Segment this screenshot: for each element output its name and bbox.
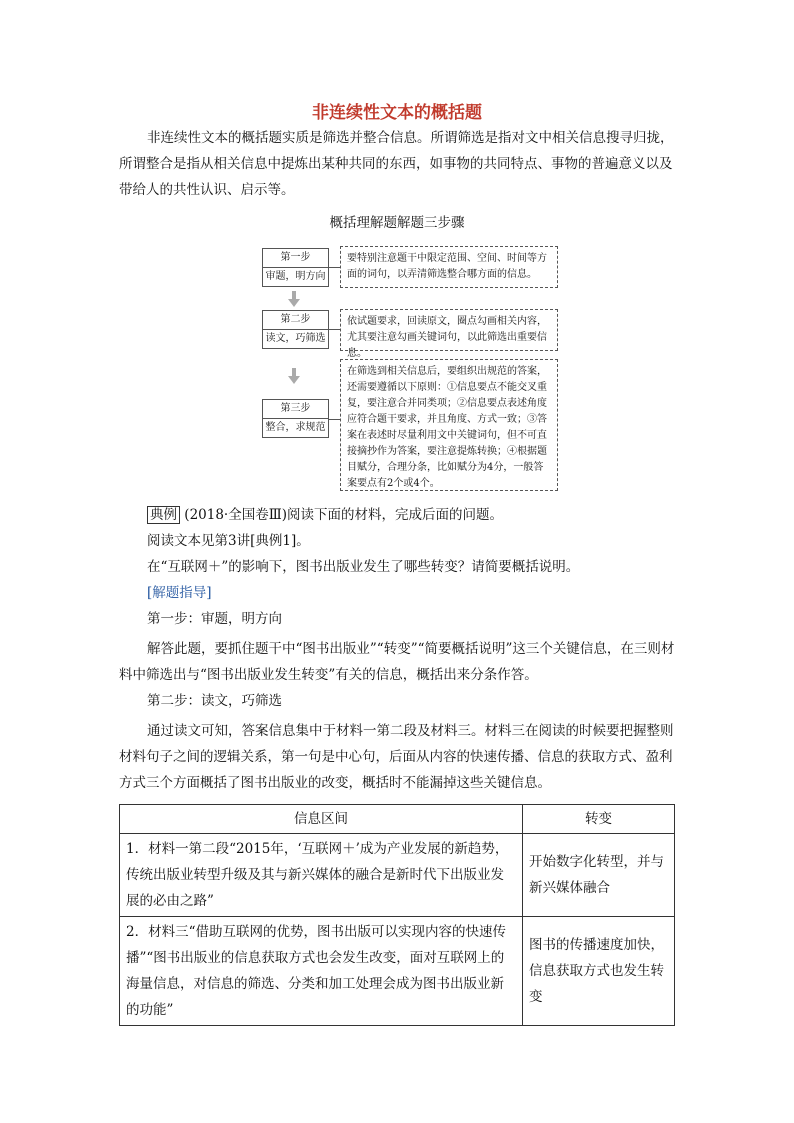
example-source-line [119,502,675,528]
step-2-title: 第二步：读文，巧筛选 [147,693,282,709]
step-2-note: 依试题要求，回读原文，圈点勾画相关内容，尤其要注意勾画关键词句，以此筛选出重要信息。 [340,309,558,351]
example-source: (2018·全国卷Ⅲ)阅读下面的材料，完成后面的问题。 [184,507,503,523]
table-cell-change: 开始数字化转型，并与新兴媒体融合 [523,834,675,917]
table-cell-change: 图书的传播速度加快，信息获取方式也发生转变 [523,917,675,1026]
step-1-connector [328,267,340,268]
step-2-connector [328,329,340,330]
intro-paragraph: 非连续性文本的概括题实质是筛选并整合信息。所谓筛选是指对文中相关信息搜寻归拢，所谓整合是指从相关信息中提炼出某种共同的东西，如事物的共同特点、事物的普遍意义以及带给人的共性认识、启示等。 [119,130,674,198]
table-row [120,917,675,1026]
page-title: 非连续性文本的概括题 [312,103,482,123]
step-1-box [262,248,329,287]
example-reference: 阅读文本见第3讲[典例1]。 [147,533,310,549]
step-1-note: 要特别注意题干中限定范围、空间、时间等方面的词句，以弄清筛选整合哪方面的信息。 [340,246,558,288]
example-question: 在“互联网＋”的影响下，图书出版业发生了哪些转变？请简要概括说明。 [147,559,580,575]
step-2-text: 通过读文可知，答案信息集中于材料一第二段及材料三。材料三在阅读的时候要把握整则材料句子之间的逻辑关系，第一句是中心句，后面从内容的快速传播、信息的获取方式、盈利方式三个方面概括了图书出版业的改变，概括时不能漏掉这些关键信息。 [119,723,674,791]
arrow-down-icon [288,368,300,384]
step-1-head: 第一步 [263,249,328,268]
table-header-info: 信息区间 [120,805,523,834]
guide-label: [解题指导] [147,585,212,601]
step-2-body: 读文，巧筛选 [265,333,326,344]
step-3-head: 第三步 [263,400,328,419]
table-header-change: 转变 [523,805,675,834]
arrow-down-icon [288,291,300,307]
example-tag: 典例 [147,506,180,524]
step-3-box [262,399,329,438]
step-2-box [262,310,329,349]
table-row [120,834,675,917]
diagram-title: 概括理解题解题三步骤 [329,215,465,231]
step-1-body: 审题，明方向 [265,271,326,282]
step-1-title: 第一步：审题，明方向 [147,611,282,627]
table-cell-info: 1．材料一第二段“2015年，‘互联网＋’成为产业发展的新趋势，传统出版业转型升级及其与新兴媒体的融合是新时代下出版业发展的必由之路” [120,834,523,917]
table-cell-info: 2．材料三“借助互联网的优势，图书出版可以实现内容的快速传播”“图书出版业的信息获取方式也会发生改变，面对互联网上的海量信息，对信息的筛选、分类和加工处理会成为图书出版业新的功能” [120,917,523,1026]
three-step-diagram [262,245,560,491]
step-3-body: 整合，求规范 [265,422,326,433]
step-1-text: 解答此题，要抓住题干中“图书出版业”“转变”“简要概括说明”这三个关键信息，在三则材料中筛选出与“图书出版业发生转变”有关的信息，概括出来分条作答。 [119,641,675,683]
step-2-head: 第二步 [263,311,328,330]
info-table [119,804,675,1026]
step-3-note: 在筛选到相关信息后，要组织出规范的答案，还需要遵循以下原则：①信息要点不能交叉重复，要注意合并同类项；②信息要点表述角度应符合题干要求，并且角度、方式一致；③答案在表述时尽量利用文中关键词句，但不可直接摘抄作为答案，要注意提炼转换；④根据题目赋分，合理分条，比如赋分为4分，一般答案要点有2个或4个。 [340,359,558,491]
table-header-row [120,805,675,834]
step-3-connector [328,419,340,420]
